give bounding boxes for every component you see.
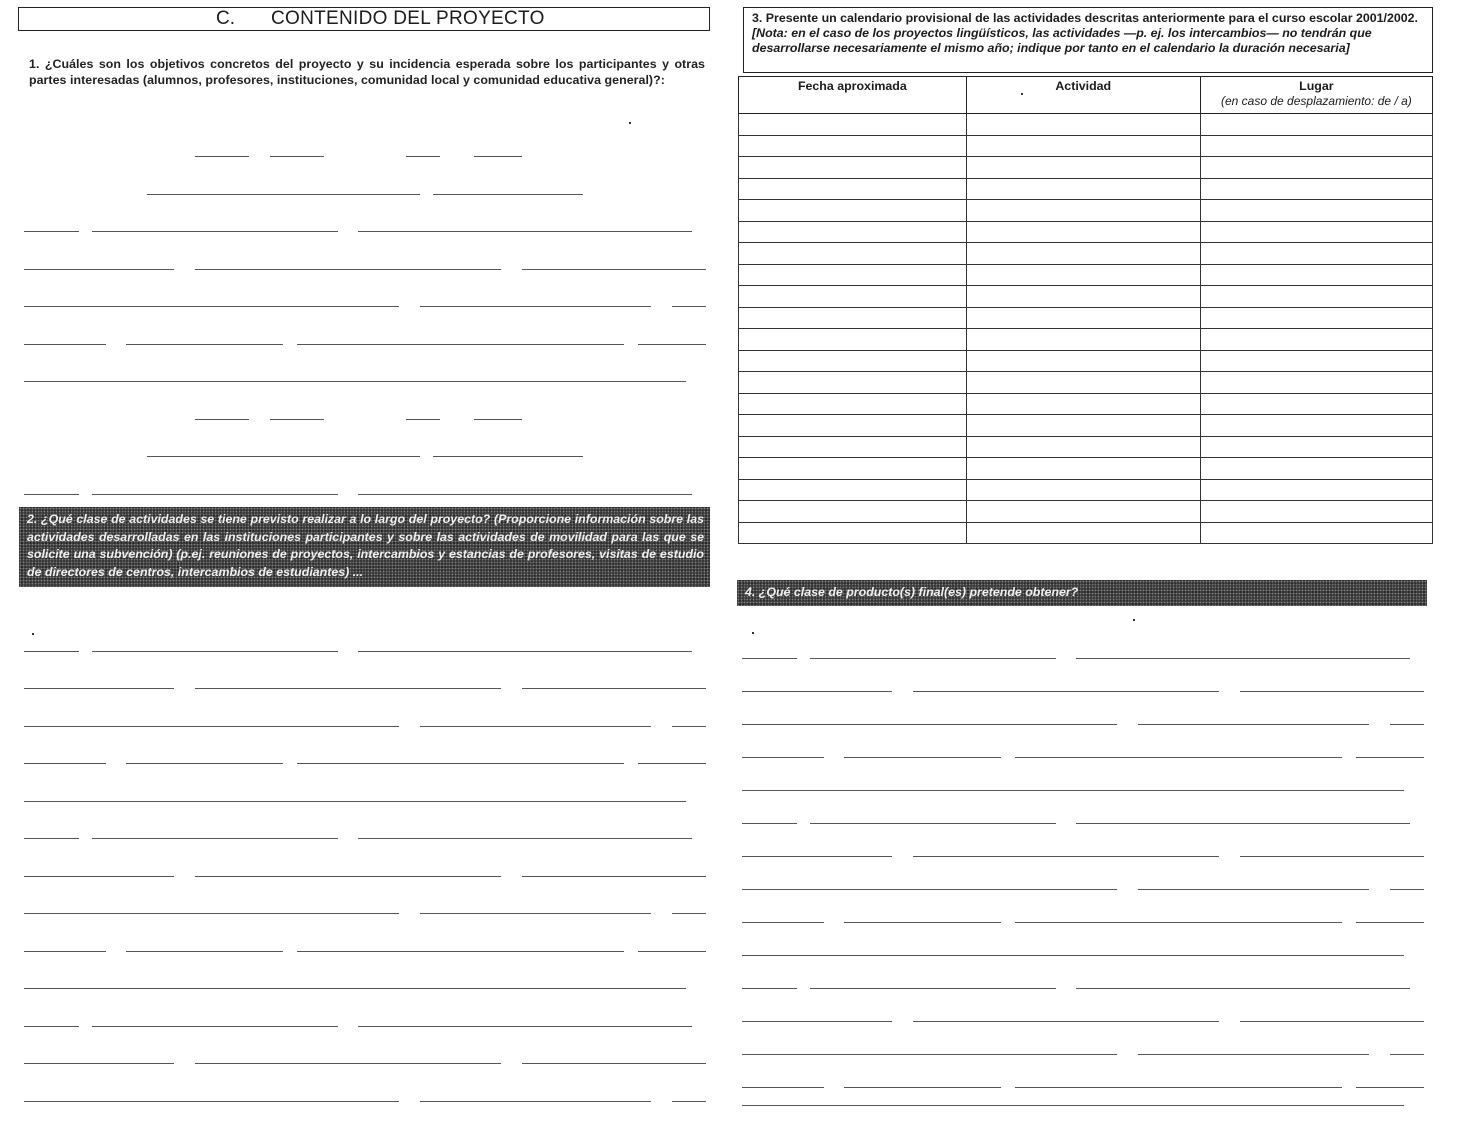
actividad-cell[interactable] bbox=[966, 479, 1200, 501]
answer-line[interactable] bbox=[1076, 658, 1410, 659]
actividad-cell[interactable] bbox=[966, 350, 1200, 372]
answer-line[interactable] bbox=[195, 156, 250, 157]
fecha-cell[interactable] bbox=[739, 264, 967, 286]
calendar-row bbox=[739, 436, 1433, 458]
fecha-cell[interactable] bbox=[739, 372, 967, 394]
answer-line[interactable] bbox=[522, 688, 706, 689]
answer-line[interactable] bbox=[24, 494, 79, 495]
calendar-row bbox=[739, 372, 1433, 394]
answer-line[interactable] bbox=[1015, 1087, 1342, 1088]
actividad-cell[interactable] bbox=[966, 522, 1200, 544]
answer-line[interactable] bbox=[474, 156, 522, 157]
answer-line[interactable] bbox=[92, 494, 338, 495]
answer-line[interactable] bbox=[92, 838, 338, 839]
actividad-cell[interactable] bbox=[966, 329, 1200, 351]
scan-speck bbox=[752, 632, 754, 634]
answer-line[interactable] bbox=[24, 651, 79, 652]
answer-line[interactable] bbox=[1138, 1054, 1370, 1055]
answer-line[interactable] bbox=[844, 757, 1001, 758]
answer-line[interactable] bbox=[1356, 1087, 1424, 1088]
answer-line[interactable] bbox=[1356, 922, 1424, 923]
answer-line[interactable] bbox=[92, 1026, 338, 1027]
answer-line[interactable] bbox=[522, 269, 706, 270]
answer-line[interactable] bbox=[742, 757, 824, 758]
calendar-header-row bbox=[739, 77, 1433, 114]
answer-line[interactable] bbox=[358, 494, 692, 495]
answer-line[interactable] bbox=[742, 988, 797, 989]
answer-line[interactable] bbox=[1356, 757, 1424, 758]
actividad-cell[interactable] bbox=[966, 393, 1200, 415]
answer-line[interactable] bbox=[522, 876, 706, 877]
question-3-note: [Nota: en el caso de los proyectos lingüísticos, las actividades —p. ej. los intercambios— no tendrán que desarrollarse necesariamente el mismo año; indique por tanto en el calendario la duración necesaria] bbox=[752, 26, 1372, 55]
answer-line[interactable] bbox=[195, 419, 250, 420]
answer-line[interactable] bbox=[24, 913, 399, 914]
answer-line[interactable] bbox=[638, 951, 706, 952]
scan-speck bbox=[32, 633, 34, 635]
answer-line[interactable] bbox=[195, 269, 502, 270]
lugar-cell[interactable] bbox=[1200, 393, 1432, 415]
answer-line[interactable] bbox=[742, 1087, 824, 1088]
answer-line[interactable] bbox=[297, 763, 624, 764]
answer-line[interactable] bbox=[1390, 889, 1424, 890]
actividad-cell[interactable] bbox=[966, 501, 1200, 523]
answer-line[interactable] bbox=[1390, 1054, 1424, 1055]
fecha-cell[interactable] bbox=[739, 221, 967, 243]
answer-line[interactable] bbox=[1015, 757, 1342, 758]
actividad-cell[interactable] bbox=[966, 135, 1200, 157]
actividad-cell[interactable] bbox=[966, 286, 1200, 308]
calendar-row bbox=[739, 286, 1433, 308]
answer-line[interactable] bbox=[638, 763, 706, 764]
fecha-cell[interactable] bbox=[739, 415, 967, 437]
fecha-cell[interactable] bbox=[739, 200, 967, 222]
section-name: CONTENIDO DEL PROYECTO bbox=[271, 8, 545, 29]
calendar-row bbox=[739, 264, 1433, 286]
answer-line[interactable] bbox=[913, 691, 1220, 692]
answer-line[interactable] bbox=[126, 951, 283, 952]
fecha-cell[interactable] bbox=[739, 135, 967, 157]
lugar-cell[interactable] bbox=[1200, 436, 1432, 458]
scan-speck bbox=[1133, 619, 1135, 621]
column-header-lugar-sub: (en caso de desplazamiento: de / a) bbox=[1221, 94, 1412, 108]
answer-line[interactable] bbox=[24, 1026, 79, 1027]
answer-line[interactable] bbox=[844, 922, 1001, 923]
answer-line[interactable] bbox=[358, 1026, 692, 1027]
scan-speck bbox=[1021, 93, 1023, 95]
answer-line[interactable] bbox=[742, 658, 797, 659]
lugar-cell[interactable] bbox=[1200, 415, 1432, 437]
fecha-cell[interactable] bbox=[739, 307, 967, 329]
answer-line[interactable] bbox=[742, 724, 1117, 725]
lugar-cell[interactable] bbox=[1200, 329, 1432, 351]
answer-line[interactable] bbox=[24, 381, 686, 382]
answer-line[interactable] bbox=[672, 726, 706, 727]
answer-line[interactable] bbox=[24, 838, 79, 839]
actividad-cell[interactable] bbox=[966, 415, 1200, 437]
lugar-cell[interactable] bbox=[1200, 307, 1432, 329]
lugar-cell[interactable] bbox=[1200, 178, 1432, 200]
answer-line[interactable] bbox=[742, 955, 1404, 956]
answer-line[interactable] bbox=[742, 823, 797, 824]
actividad-cell[interactable] bbox=[966, 458, 1200, 480]
lugar-cell[interactable] bbox=[1200, 135, 1432, 157]
answer-line[interactable] bbox=[270, 419, 325, 420]
fecha-cell[interactable] bbox=[739, 157, 967, 179]
calendar-row bbox=[739, 522, 1433, 544]
fecha-cell[interactable] bbox=[739, 329, 967, 351]
lugar-cell[interactable] bbox=[1200, 157, 1432, 179]
answer-line[interactable] bbox=[433, 456, 583, 457]
lugar-cell[interactable] bbox=[1200, 479, 1432, 501]
actividad-cell[interactable] bbox=[966, 372, 1200, 394]
column-header-actividad: Actividad bbox=[966, 77, 1200, 114]
answer-line[interactable] bbox=[195, 1063, 502, 1064]
lugar-cell[interactable] bbox=[1200, 221, 1432, 243]
fecha-cell[interactable] bbox=[739, 501, 967, 523]
actividad-cell[interactable] bbox=[966, 264, 1200, 286]
lugar-cell[interactable] bbox=[1200, 286, 1432, 308]
answer-line[interactable] bbox=[742, 922, 824, 923]
calendar-body bbox=[739, 114, 1433, 544]
answer-line[interactable] bbox=[24, 763, 106, 764]
actividad-cell[interactable] bbox=[966, 436, 1200, 458]
answer-line[interactable] bbox=[92, 231, 338, 232]
column-header-lugar bbox=[1200, 77, 1432, 114]
answer-line[interactable] bbox=[1390, 724, 1424, 725]
answer-line[interactable] bbox=[1240, 856, 1424, 857]
answer-line[interactable] bbox=[358, 838, 692, 839]
answer-line[interactable] bbox=[24, 726, 399, 727]
answer-line[interactable] bbox=[810, 988, 1056, 989]
answer-line[interactable] bbox=[913, 856, 1220, 857]
answer-line[interactable] bbox=[420, 306, 652, 307]
answer-line[interactable] bbox=[24, 988, 686, 989]
calendar-row bbox=[739, 393, 1433, 415]
answer-line[interactable] bbox=[1240, 691, 1424, 692]
fecha-cell[interactable] bbox=[739, 286, 967, 308]
answer-line[interactable] bbox=[420, 913, 652, 914]
actividad-cell[interactable] bbox=[966, 307, 1200, 329]
answer-line[interactable] bbox=[672, 1101, 706, 1102]
answer-line[interactable] bbox=[742, 691, 892, 692]
actividad-cell[interactable] bbox=[966, 178, 1200, 200]
fecha-cell[interactable] bbox=[739, 114, 967, 136]
answer-line[interactable] bbox=[24, 688, 174, 689]
answer-line[interactable] bbox=[672, 306, 706, 307]
answer-line[interactable] bbox=[844, 1087, 1001, 1088]
answer-line[interactable] bbox=[92, 651, 338, 652]
column-header-fecha: Fecha aproximada bbox=[739, 77, 967, 114]
question-2-banner: 2. ¿Qué clase de actividades se tiene previsto realizar a lo largo del proyecto? (Proporcione información sobre las actividades desarrolladas en las instituciones participantes y sobre las actividades de movilidad para las que se solicite una subvención) (p.ej. reuniones de proyectos, intercambios y estancias de profesores, visitas de estudio de directores de centros, intercambios de estudiantes) ... bbox=[19, 507, 710, 587]
answer-line[interactable] bbox=[24, 801, 686, 802]
column-header-lugar-label: Lugar bbox=[1299, 79, 1334, 93]
lugar-cell[interactable] bbox=[1200, 522, 1432, 544]
lugar-cell[interactable] bbox=[1200, 372, 1432, 394]
answer-line[interactable] bbox=[297, 344, 624, 345]
answer-line[interactable] bbox=[742, 1021, 892, 1022]
lugar-cell[interactable] bbox=[1200, 501, 1432, 523]
answer-line[interactable] bbox=[126, 344, 283, 345]
lugar-cell[interactable] bbox=[1200, 114, 1432, 136]
actividad-cell[interactable] bbox=[966, 200, 1200, 222]
answer-line[interactable] bbox=[810, 658, 1056, 659]
answer-line[interactable] bbox=[742, 1105, 1404, 1106]
answer-line[interactable] bbox=[742, 889, 1117, 890]
answer-line[interactable] bbox=[420, 1101, 652, 1102]
scan-speck bbox=[629, 122, 631, 124]
actividad-cell[interactable] bbox=[966, 221, 1200, 243]
calendar-row bbox=[739, 221, 1433, 243]
answer-line[interactable] bbox=[1240, 1021, 1424, 1022]
actividad-cell[interactable] bbox=[966, 114, 1200, 136]
lugar-cell[interactable] bbox=[1200, 200, 1432, 222]
answer-line[interactable] bbox=[433, 194, 583, 195]
answer-line[interactable] bbox=[126, 763, 283, 764]
answer-line[interactable] bbox=[24, 876, 174, 877]
fecha-cell[interactable] bbox=[739, 458, 967, 480]
answer-line[interactable] bbox=[24, 1063, 174, 1064]
calendar-table bbox=[738, 76, 1433, 544]
fecha-cell[interactable] bbox=[739, 479, 967, 501]
fecha-cell[interactable] bbox=[739, 393, 967, 415]
section-letter: C. bbox=[216, 8, 235, 29]
calendar-row bbox=[739, 479, 1433, 501]
answer-line[interactable] bbox=[474, 419, 522, 420]
answer-line[interactable] bbox=[24, 231, 79, 232]
calendar-row bbox=[739, 200, 1433, 222]
answer-line[interactable] bbox=[522, 1063, 706, 1064]
calendar-row bbox=[739, 114, 1433, 136]
calendar-row bbox=[739, 501, 1433, 523]
answer-line[interactable] bbox=[1138, 724, 1370, 725]
fecha-cell[interactable] bbox=[739, 243, 967, 265]
question-3-box bbox=[743, 7, 1433, 73]
fecha-cell[interactable] bbox=[739, 178, 967, 200]
answer-line[interactable] bbox=[358, 651, 692, 652]
answer-line[interactable] bbox=[1015, 922, 1342, 923]
answer-line[interactable] bbox=[297, 951, 624, 952]
calendar-row bbox=[739, 135, 1433, 157]
calendar-row bbox=[739, 415, 1433, 437]
fecha-cell[interactable] bbox=[739, 350, 967, 372]
answer-line[interactable] bbox=[1076, 988, 1410, 989]
section-title-box bbox=[18, 7, 710, 31]
answer-line[interactable] bbox=[742, 790, 1404, 791]
fecha-cell[interactable] bbox=[739, 522, 967, 544]
answer-line[interactable] bbox=[742, 856, 892, 857]
answer-line[interactable] bbox=[358, 231, 692, 232]
actividad-cell[interactable] bbox=[966, 243, 1200, 265]
question-3-title: 3. Presente un calendario provisional de las actividades descritas anteriormente para el curso escolar 2001/2002. bbox=[752, 11, 1418, 25]
lugar-cell[interactable] bbox=[1200, 350, 1432, 372]
answer-line[interactable] bbox=[147, 456, 420, 457]
question-1-text: 1. ¿Cuáles son los objetivos concretos del proyecto y su incidencia esperada sobre los participantes y otras partes interesadas (alumnos, profesores, instituciones, comunidad local y comunidad educativa general)?: bbox=[29, 57, 705, 87]
answer-line[interactable] bbox=[672, 913, 706, 914]
lugar-cell[interactable] bbox=[1200, 243, 1432, 265]
answer-line[interactable] bbox=[24, 269, 174, 270]
answer-line[interactable] bbox=[406, 156, 440, 157]
answer-line[interactable] bbox=[810, 823, 1056, 824]
calendar-row bbox=[739, 350, 1433, 372]
calendar-row bbox=[739, 307, 1433, 329]
answer-line[interactable] bbox=[147, 194, 420, 195]
answer-line[interactable] bbox=[1076, 823, 1410, 824]
lugar-cell[interactable] bbox=[1200, 264, 1432, 286]
answer-line[interactable] bbox=[420, 726, 652, 727]
calendar-row bbox=[739, 157, 1433, 179]
calendar-row bbox=[739, 329, 1433, 351]
answer-line[interactable] bbox=[24, 344, 106, 345]
question-4-banner: 4. ¿Qué clase de producto(s) final(es) pretende obtener? bbox=[737, 580, 1427, 606]
answer-line[interactable] bbox=[195, 876, 502, 877]
calendar-row bbox=[739, 243, 1433, 265]
answer-line[interactable] bbox=[638, 344, 706, 345]
calendar-row bbox=[739, 178, 1433, 200]
lugar-cell[interactable] bbox=[1200, 458, 1432, 480]
answer-line[interactable] bbox=[195, 688, 502, 689]
answer-line[interactable] bbox=[24, 951, 106, 952]
calendar-row bbox=[739, 458, 1433, 480]
answer-line[interactable] bbox=[270, 156, 325, 157]
answer-line[interactable] bbox=[742, 1054, 1117, 1055]
answer-line[interactable] bbox=[24, 306, 399, 307]
answer-line[interactable] bbox=[24, 1101, 399, 1102]
answer-line[interactable] bbox=[913, 1021, 1220, 1022]
answer-line[interactable] bbox=[406, 419, 440, 420]
actividad-cell[interactable] bbox=[966, 157, 1200, 179]
fecha-cell[interactable] bbox=[739, 436, 967, 458]
answer-line[interactable] bbox=[1138, 889, 1370, 890]
